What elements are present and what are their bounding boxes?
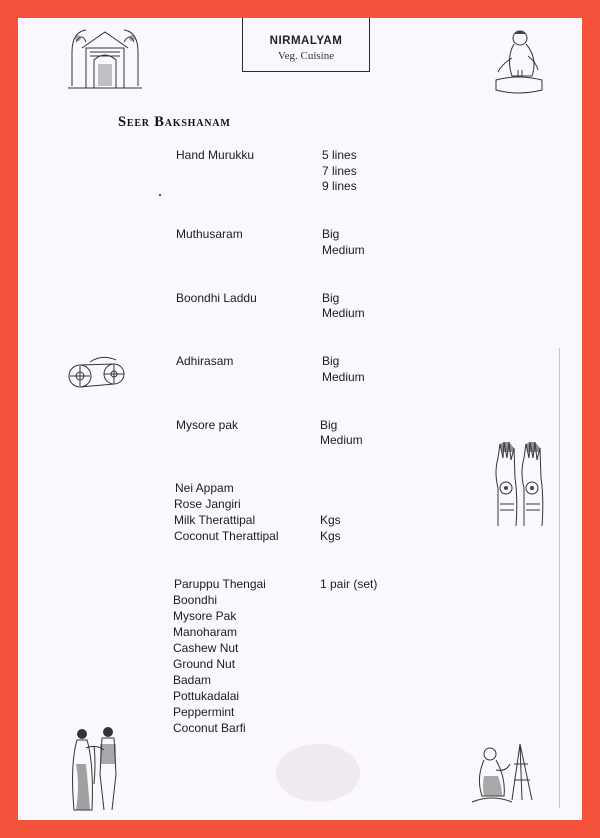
menu-item-name: Peppermint bbox=[173, 705, 235, 719]
restaurant-name: NIRMALYAM bbox=[269, 35, 343, 47]
wooden-cart-icon bbox=[66, 352, 128, 392]
menu-item-name: Coconut Therattipal bbox=[174, 529, 279, 543]
header-box bbox=[242, 18, 370, 72]
menu-item-name: Boondhi Laddu bbox=[176, 290, 257, 305]
cuisine-subtitle: Veg. Cuisine bbox=[277, 50, 335, 62]
menu-item-size: Medium bbox=[320, 433, 363, 447]
menu-page bbox=[18, 18, 582, 820]
menu-item-size: Big bbox=[322, 290, 340, 305]
menu-item-name: Boondhi bbox=[173, 593, 218, 607]
menu-item-name: Mysore Pak bbox=[173, 609, 237, 623]
henna-hands-icon bbox=[492, 438, 548, 530]
woman-grinding-icon bbox=[488, 24, 550, 98]
woman-kolam-icon bbox=[468, 740, 540, 808]
speck bbox=[159, 194, 161, 196]
menu-item-name: Milk Therattipal bbox=[174, 513, 256, 527]
menu-item-name: Coconut Barfi bbox=[173, 721, 246, 735]
page-edge-line bbox=[559, 348, 560, 808]
menu-item-size: Big bbox=[320, 417, 338, 432]
menu-item-name: Rose Jangiri bbox=[174, 497, 241, 511]
wedding-couple-icon bbox=[64, 724, 128, 814]
menu-item-name: Muthusaram bbox=[176, 227, 243, 241]
menu-item-size: Big bbox=[322, 227, 340, 241]
menu-item-size: 1 pair (set) bbox=[320, 577, 378, 591]
paper-smudge bbox=[276, 744, 360, 802]
menu-item-size: Medium bbox=[322, 306, 365, 320]
menu-item-size: Medium bbox=[322, 369, 365, 384]
menu-item-name: Paruppu Thengai bbox=[174, 577, 266, 591]
menu-item-size: 7 lines bbox=[322, 163, 357, 178]
menu-item-size: Big bbox=[322, 354, 340, 368]
menu-item-size: Medium bbox=[322, 242, 365, 257]
menu-item-name: Nei Appam bbox=[175, 481, 234, 495]
temple-gate-icon bbox=[66, 22, 144, 92]
menu-item-size: 5 lines bbox=[322, 148, 357, 162]
menu-item-name: Adhirasam bbox=[176, 354, 234, 368]
menu-item-name: Pottukadalai bbox=[173, 689, 240, 703]
menu-item-name: Hand Murukku bbox=[176, 148, 255, 162]
menu-item-size: 9 lines bbox=[322, 179, 357, 193]
menu-item-name: Mysore pak bbox=[176, 417, 239, 432]
menu-item-name: Manoharam bbox=[173, 625, 238, 639]
section-title: Seer Bakshanam bbox=[118, 114, 231, 130]
menu-item-size: Kgs bbox=[320, 513, 341, 527]
menu-item-name: Badam bbox=[173, 673, 212, 687]
menu-item-name: Cashew Nut bbox=[173, 641, 239, 655]
menu-item-name: Ground Nut bbox=[173, 657, 236, 671]
menu-item-size: Kgs bbox=[320, 529, 341, 543]
